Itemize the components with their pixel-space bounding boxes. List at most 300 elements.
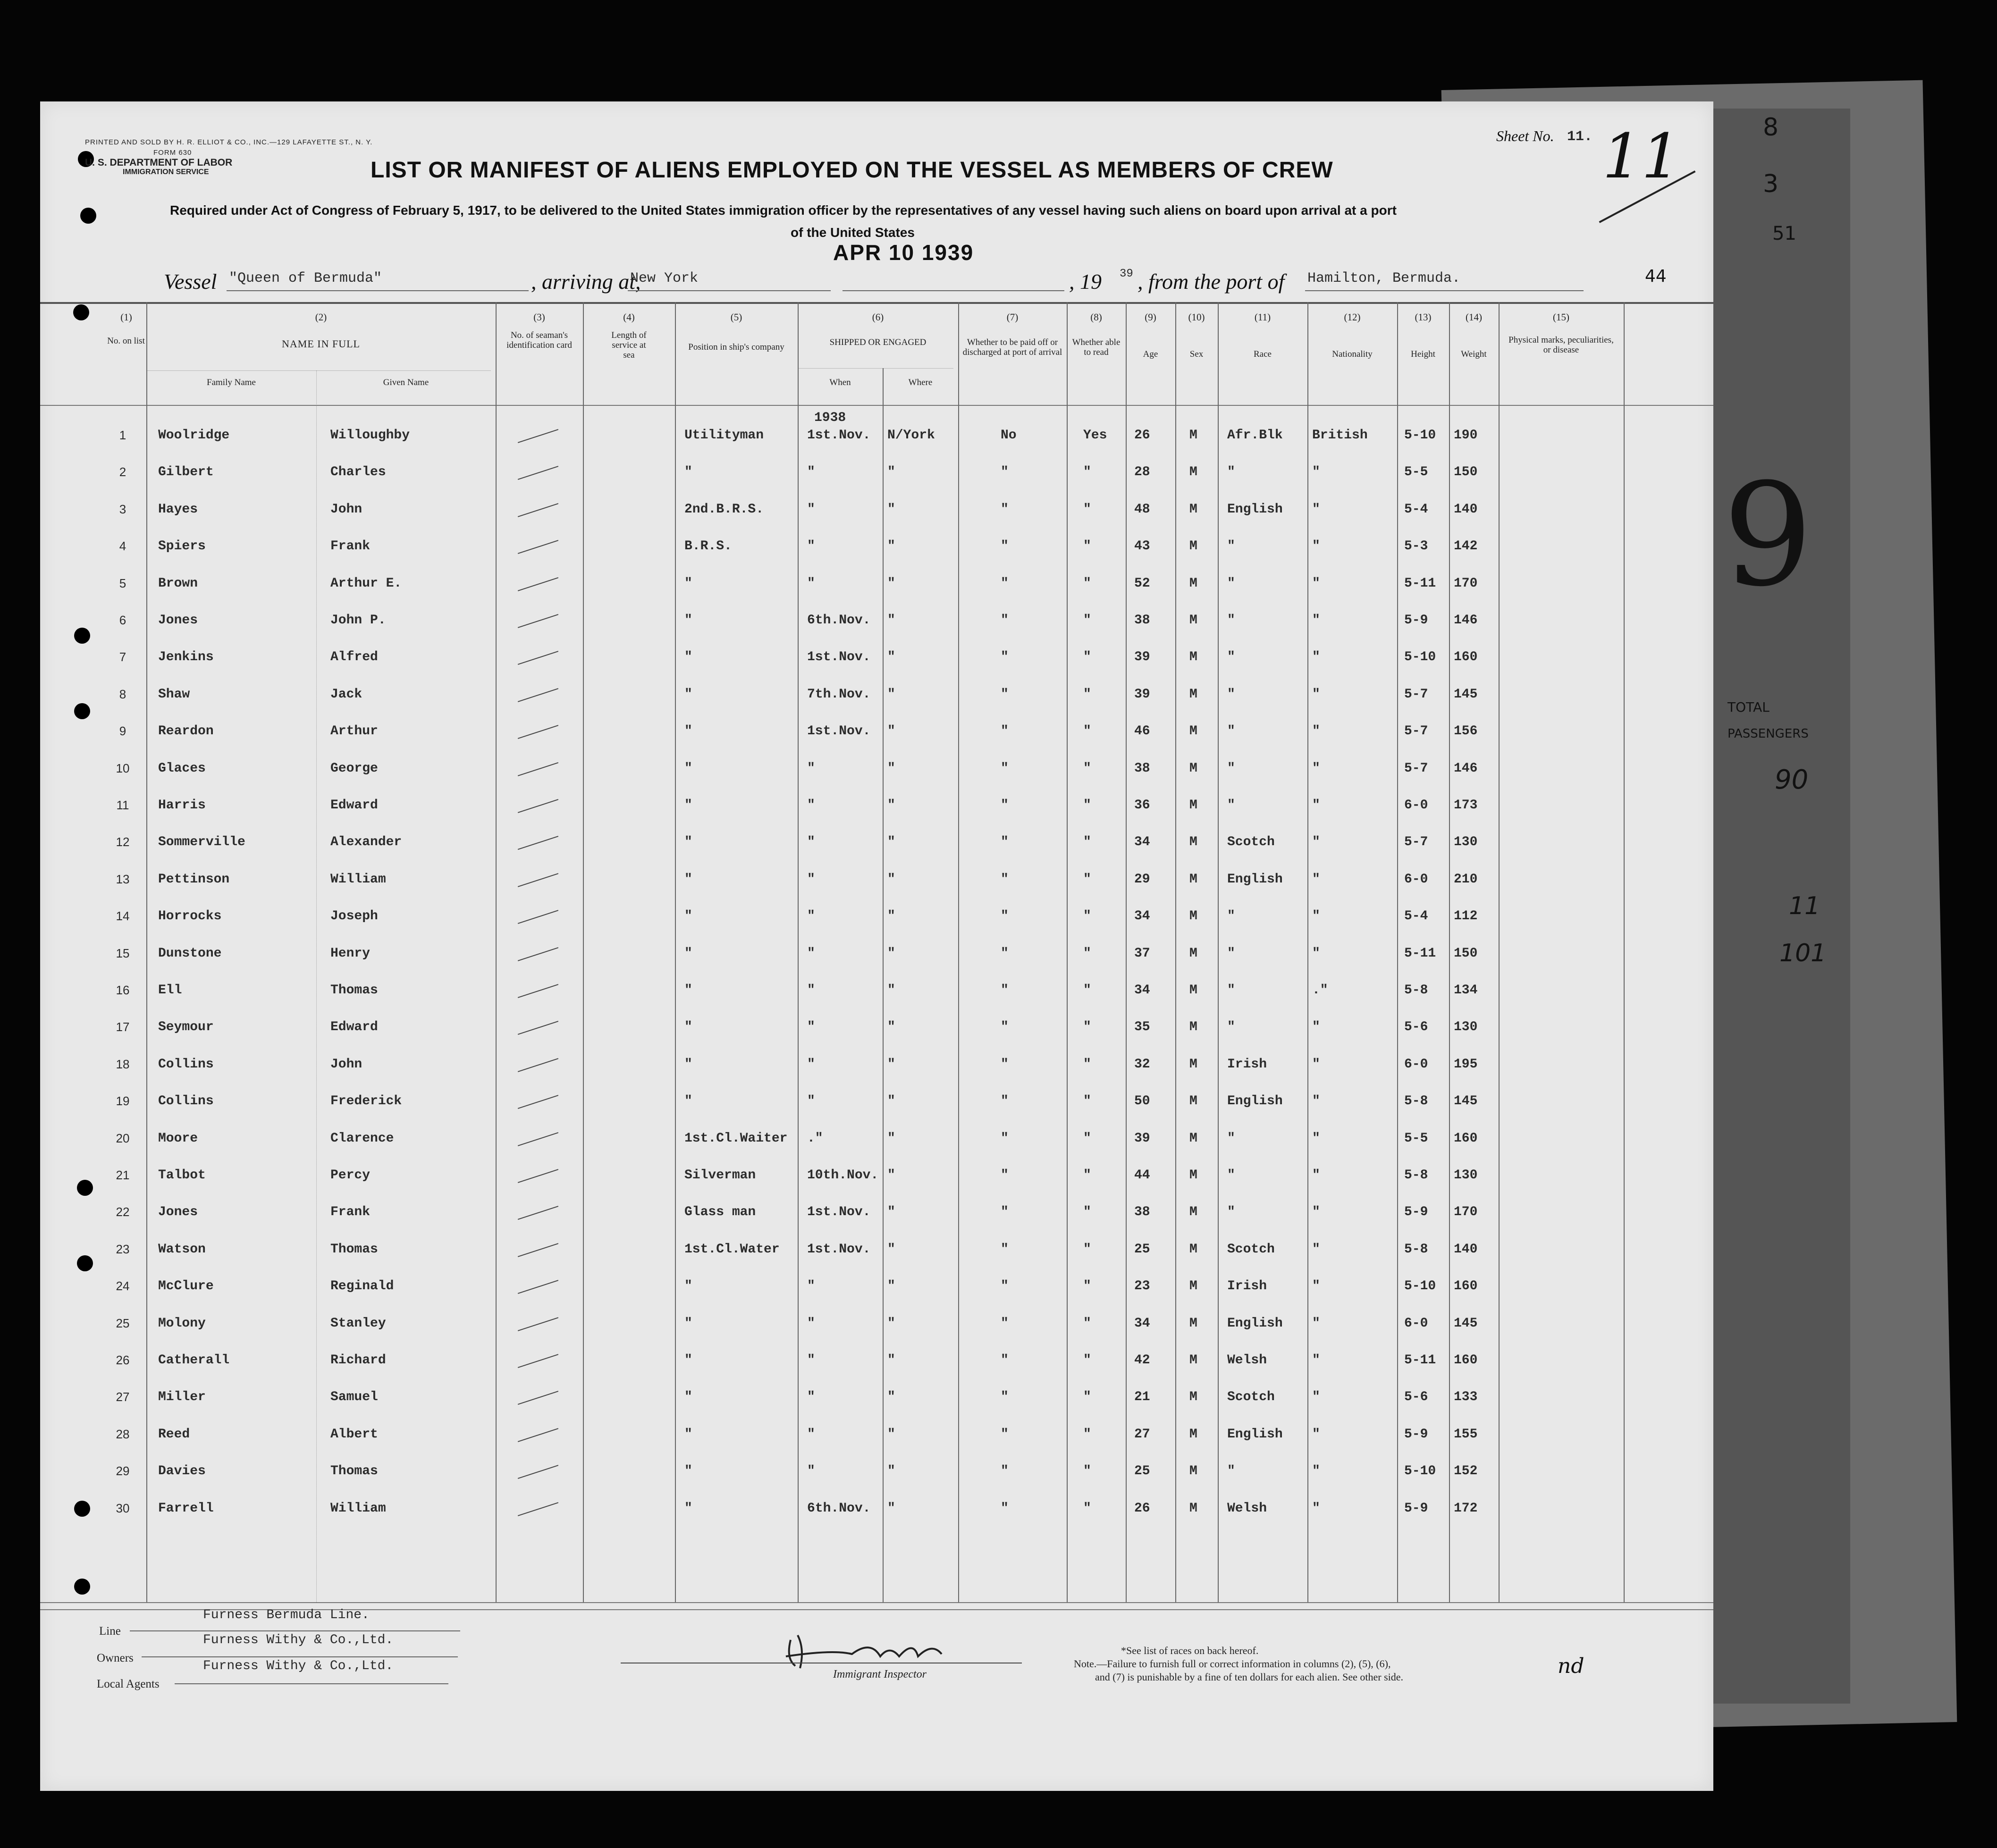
position: " bbox=[684, 613, 692, 628]
handwritten-initials: nd bbox=[1558, 1654, 1584, 1678]
position: " bbox=[684, 1057, 692, 1072]
shipped-when: " bbox=[807, 1316, 815, 1331]
able-to-read: " bbox=[1083, 1316, 1091, 1331]
weight: 173 bbox=[1454, 798, 1478, 813]
table-row bbox=[40, 1158, 1713, 1194]
weight: 112 bbox=[1454, 909, 1478, 924]
shipped-where: " bbox=[887, 1464, 895, 1479]
row-number: 24 bbox=[116, 1279, 130, 1294]
table-row bbox=[40, 1268, 1713, 1305]
sex: M bbox=[1189, 1094, 1197, 1109]
shipped-when: " bbox=[807, 1020, 815, 1035]
able-to-read: " bbox=[1083, 502, 1091, 517]
given-name: George bbox=[330, 761, 378, 776]
col-4-header: Length of service at sea bbox=[611, 330, 647, 360]
able-to-read: " bbox=[1083, 1131, 1091, 1146]
given-name: Frank bbox=[330, 1205, 371, 1220]
race: " bbox=[1227, 1205, 1235, 1220]
position: " bbox=[684, 1316, 692, 1331]
id-card-checkmark bbox=[518, 503, 558, 517]
shipped-where: " bbox=[887, 576, 895, 591]
col-13-number: (13) bbox=[1415, 311, 1432, 323]
sex: M bbox=[1189, 650, 1197, 665]
col-12-number: (12) bbox=[1344, 311, 1361, 323]
age: 26 bbox=[1134, 1501, 1150, 1516]
given-name: Willoughby bbox=[330, 428, 410, 443]
able-to-read: " bbox=[1083, 872, 1091, 887]
nationality: " bbox=[1312, 761, 1320, 776]
age: 39 bbox=[1134, 1131, 1150, 1146]
shipped-when: " bbox=[807, 983, 815, 998]
shipped-where: " bbox=[887, 539, 895, 554]
shipped-where: " bbox=[887, 1057, 895, 1072]
position: " bbox=[684, 1279, 692, 1294]
position: " bbox=[684, 835, 692, 850]
weight: 140 bbox=[1454, 1242, 1478, 1257]
paid-off: " bbox=[1001, 1353, 1009, 1368]
race: English bbox=[1227, 1094, 1283, 1109]
paid-off: " bbox=[1001, 983, 1009, 998]
table-row bbox=[40, 492, 1713, 529]
weight: 130 bbox=[1454, 1020, 1478, 1035]
sex: M bbox=[1189, 539, 1197, 554]
shipped-when: ." bbox=[807, 1131, 823, 1146]
weight: 160 bbox=[1454, 1353, 1478, 1368]
family-name: Brown bbox=[158, 576, 198, 591]
paid-off: No bbox=[1001, 428, 1017, 443]
height: 5-7 bbox=[1404, 761, 1428, 776]
table-row bbox=[40, 677, 1713, 714]
line-label: Line bbox=[99, 1625, 121, 1638]
table-row bbox=[40, 714, 1713, 750]
family-name: Davies bbox=[158, 1464, 206, 1479]
shipped-when: " bbox=[807, 909, 815, 924]
height: 6-0 bbox=[1404, 1316, 1428, 1331]
race: " bbox=[1227, 613, 1235, 628]
weight: 172 bbox=[1454, 1501, 1478, 1516]
col-5-number: (5) bbox=[730, 311, 742, 323]
able-to-read: " bbox=[1083, 687, 1091, 702]
given-name: Thomas bbox=[330, 1464, 378, 1479]
shipped-where: " bbox=[887, 724, 895, 739]
given-name: Thomas bbox=[330, 1242, 378, 1257]
header-bottom-rule bbox=[40, 405, 1713, 406]
weight: 150 bbox=[1454, 465, 1478, 480]
family-name: Ell bbox=[158, 983, 182, 998]
position: " bbox=[684, 1390, 692, 1405]
nationality: " bbox=[1312, 1057, 1320, 1072]
age: 44 bbox=[1134, 1168, 1150, 1183]
given-name: Samuel bbox=[330, 1390, 378, 1405]
shipped-when: 1st.Nov. bbox=[807, 1242, 871, 1257]
weight: 160 bbox=[1454, 1279, 1478, 1294]
nationality: ." bbox=[1312, 983, 1328, 998]
table-row bbox=[40, 1084, 1713, 1120]
shipped-when: 1st.Nov. bbox=[807, 650, 871, 665]
col-10-header: Sex bbox=[1189, 349, 1204, 359]
inspector-signature bbox=[776, 1630, 975, 1673]
paid-off: " bbox=[1001, 1427, 1009, 1442]
race: " bbox=[1227, 1020, 1235, 1035]
able-to-read: " bbox=[1083, 650, 1091, 665]
age: 35 bbox=[1134, 1020, 1150, 1035]
id-card-checkmark bbox=[518, 688, 558, 702]
line-value: Furness Bermuda Line. bbox=[203, 1608, 370, 1622]
paid-off: " bbox=[1001, 1279, 1009, 1294]
table-row bbox=[40, 899, 1713, 935]
able-to-read: " bbox=[1083, 909, 1091, 924]
able-to-read: " bbox=[1083, 465, 1091, 480]
back-value-3: 101 bbox=[1779, 939, 1827, 967]
age: 39 bbox=[1134, 650, 1150, 665]
shipped-where: " bbox=[887, 1353, 895, 1368]
shipped-when: 7th.Nov. bbox=[807, 687, 871, 702]
shipped-when: " bbox=[807, 946, 815, 961]
height: 5-7 bbox=[1404, 835, 1428, 850]
paid-off: " bbox=[1001, 539, 1009, 554]
age: 28 bbox=[1134, 465, 1150, 480]
table-row bbox=[40, 418, 1713, 454]
row-number: 17 bbox=[116, 1020, 130, 1034]
row-number: 4 bbox=[119, 539, 126, 554]
department-name: U. S. DEPARTMENT OF LABOR bbox=[85, 157, 233, 168]
race: " bbox=[1227, 687, 1235, 702]
table-row bbox=[40, 566, 1713, 603]
given-name: Joseph bbox=[330, 909, 378, 924]
row-number: 11 bbox=[116, 798, 129, 812]
arriving-underline bbox=[628, 290, 831, 291]
able-to-read: Yes bbox=[1083, 428, 1107, 443]
race: " bbox=[1227, 1168, 1235, 1183]
weight: 190 bbox=[1454, 428, 1478, 443]
age: 42 bbox=[1134, 1353, 1150, 1368]
col-14-header: Weight bbox=[1461, 349, 1487, 359]
height: 5-8 bbox=[1404, 1242, 1428, 1257]
id-card-checkmark bbox=[518, 799, 558, 813]
table-row bbox=[40, 751, 1713, 788]
race: Welsh bbox=[1227, 1501, 1267, 1516]
position: 1st.Cl.Water bbox=[684, 1242, 780, 1257]
height: 5-4 bbox=[1404, 909, 1428, 924]
race: " bbox=[1227, 946, 1235, 961]
height: 5-5 bbox=[1404, 465, 1428, 480]
family-name: Jenkins bbox=[158, 650, 214, 665]
subheader-rule bbox=[798, 368, 953, 369]
given-name: Thomas bbox=[330, 983, 378, 998]
height: 5-10 bbox=[1404, 650, 1436, 665]
crew-table bbox=[40, 302, 1713, 1602]
shipped-when: " bbox=[807, 576, 815, 591]
shipped-where: " bbox=[887, 465, 895, 480]
id-card-checkmark bbox=[518, 1021, 558, 1035]
paid-off: " bbox=[1001, 576, 1009, 591]
sex: M bbox=[1189, 1057, 1197, 1072]
position: " bbox=[684, 465, 692, 480]
agents-underline bbox=[175, 1683, 448, 1684]
position: " bbox=[684, 1464, 692, 1479]
given-name: William bbox=[330, 1501, 386, 1516]
height: 5-6 bbox=[1404, 1390, 1428, 1405]
id-card-checkmark bbox=[518, 1169, 558, 1183]
able-to-read: " bbox=[1083, 946, 1091, 961]
height: 6-0 bbox=[1404, 872, 1428, 887]
race: " bbox=[1227, 983, 1235, 998]
printer-line: PRINTED AND SOLD BY H. R. ELLIOT & CO., INC.—129 LAFAYETTE ST., N. Y. bbox=[85, 138, 373, 146]
arriving-port: New York bbox=[630, 270, 699, 286]
shipped-when: " bbox=[807, 1464, 815, 1479]
shipped-where: " bbox=[887, 983, 895, 998]
sheet-number: 11. bbox=[1567, 129, 1593, 145]
position: " bbox=[684, 576, 692, 591]
weight: 133 bbox=[1454, 1390, 1478, 1405]
family-name: Harris bbox=[158, 798, 206, 813]
weight: 160 bbox=[1454, 650, 1478, 665]
position: " bbox=[684, 798, 692, 813]
family-name: Glaces bbox=[158, 761, 206, 776]
nationality: " bbox=[1312, 650, 1320, 665]
weight: 145 bbox=[1454, 1316, 1478, 1331]
table-row bbox=[40, 1343, 1713, 1379]
shipped-where: " bbox=[887, 1427, 895, 1442]
nationality: " bbox=[1312, 502, 1320, 517]
paid-off: " bbox=[1001, 650, 1009, 665]
family-name: Miller bbox=[158, 1390, 206, 1405]
id-card-checkmark bbox=[518, 1280, 558, 1294]
race: English bbox=[1227, 872, 1283, 887]
id-card-checkmark bbox=[518, 1428, 558, 1442]
inspector-label: Immigrant Inspector bbox=[833, 1668, 927, 1680]
row-number: 16 bbox=[116, 983, 130, 997]
race: " bbox=[1227, 1464, 1235, 1479]
id-card-checkmark bbox=[518, 947, 558, 961]
table-row bbox=[40, 1232, 1713, 1268]
col-11-number: (11) bbox=[1254, 311, 1271, 323]
nationality: " bbox=[1312, 687, 1320, 702]
family-name: Moore bbox=[158, 1131, 198, 1146]
row-number: 1 bbox=[119, 428, 126, 442]
table-row bbox=[40, 1009, 1713, 1046]
weight: 142 bbox=[1454, 539, 1478, 554]
nationality: " bbox=[1312, 1390, 1320, 1405]
race: Afr.Blk bbox=[1227, 428, 1283, 443]
position: Glass man bbox=[684, 1205, 756, 1220]
weight: 170 bbox=[1454, 1205, 1478, 1220]
row-number: 29 bbox=[116, 1464, 130, 1478]
col-8-number: (8) bbox=[1090, 311, 1102, 323]
col-1-header: No. on list bbox=[107, 336, 145, 346]
able-to-read: " bbox=[1083, 1094, 1091, 1109]
height: 6-0 bbox=[1404, 798, 1428, 813]
vessel-underline bbox=[227, 290, 529, 291]
sex: M bbox=[1189, 909, 1197, 924]
family-name: Catherall bbox=[158, 1353, 230, 1368]
family-name: Horrocks bbox=[158, 909, 222, 924]
able-to-read: " bbox=[1083, 983, 1091, 998]
sex: M bbox=[1189, 1316, 1197, 1331]
paid-off: " bbox=[1001, 1205, 1009, 1220]
shipped-where: " bbox=[887, 835, 895, 850]
row-number: 3 bbox=[119, 502, 126, 516]
weight: 152 bbox=[1454, 1464, 1478, 1479]
weight: 145 bbox=[1454, 687, 1478, 702]
paid-off: " bbox=[1001, 1094, 1009, 1109]
id-card-checkmark bbox=[518, 1391, 558, 1405]
given-name: William bbox=[330, 872, 386, 887]
given-name: Alfred bbox=[330, 650, 378, 665]
given-name: Edward bbox=[330, 798, 378, 813]
race: " bbox=[1227, 761, 1235, 776]
row-number: 15 bbox=[116, 946, 130, 960]
family-name: Collins bbox=[158, 1057, 214, 1072]
back-passengers-label: PASSENGERS bbox=[1727, 727, 1809, 741]
family-name: Shaw bbox=[158, 687, 190, 702]
table-row bbox=[40, 603, 1713, 639]
shipped-where: " bbox=[887, 909, 895, 924]
race: " bbox=[1227, 465, 1235, 480]
able-to-read: " bbox=[1083, 1057, 1091, 1072]
family-name: Reardon bbox=[158, 724, 214, 739]
shipped-where: " bbox=[887, 872, 895, 887]
given-name: Stanley bbox=[330, 1316, 386, 1331]
shipped-when: 1st.Nov. bbox=[807, 428, 871, 443]
sex: M bbox=[1189, 872, 1197, 887]
col-8-header: Whether able to read bbox=[1072, 337, 1121, 357]
nationality: " bbox=[1312, 539, 1320, 554]
col-6b-header: Where bbox=[908, 378, 933, 387]
given-name: Reginald bbox=[330, 1279, 394, 1294]
age: 29 bbox=[1134, 872, 1150, 887]
sex: M bbox=[1189, 946, 1197, 961]
family-name: Pettinson bbox=[158, 872, 230, 887]
service-name: IMMIGRATION SERVICE bbox=[123, 168, 209, 176]
able-to-read: " bbox=[1083, 1427, 1091, 1442]
sex: M bbox=[1189, 761, 1197, 776]
row-number: 5 bbox=[119, 576, 126, 590]
paid-off: " bbox=[1001, 613, 1009, 628]
family-name: Molony bbox=[158, 1316, 206, 1331]
table-row bbox=[40, 1194, 1713, 1231]
position: " bbox=[684, 983, 692, 998]
height: 5-9 bbox=[1404, 1205, 1428, 1220]
row-number: 10 bbox=[116, 761, 130, 775]
col-12-header: Nationality bbox=[1332, 349, 1373, 359]
col-6-number: (6) bbox=[872, 311, 884, 323]
weight: 140 bbox=[1454, 502, 1478, 517]
age: 36 bbox=[1134, 798, 1150, 813]
nationality: British bbox=[1312, 428, 1368, 443]
paid-off: " bbox=[1001, 798, 1009, 813]
position: " bbox=[684, 946, 692, 961]
shipped-where: " bbox=[887, 1316, 895, 1331]
back-total-label: TOTAL bbox=[1727, 699, 1769, 715]
weight: 195 bbox=[1454, 1057, 1478, 1072]
weight: 130 bbox=[1454, 835, 1478, 850]
sex: M bbox=[1189, 1168, 1197, 1183]
family-name: Seymour bbox=[158, 1020, 214, 1035]
family-name: Hayes bbox=[158, 502, 198, 517]
shipped-when: " bbox=[807, 835, 815, 850]
height: 5-9 bbox=[1404, 613, 1428, 628]
shipped-when: " bbox=[807, 1279, 815, 1294]
sex: M bbox=[1189, 576, 1197, 591]
race: " bbox=[1227, 539, 1235, 554]
col-9-header: Age bbox=[1143, 349, 1158, 359]
family-name: McClure bbox=[158, 1279, 214, 1294]
table-row bbox=[40, 862, 1713, 899]
paid-off: " bbox=[1001, 1501, 1009, 1516]
given-name: Arthur E. bbox=[330, 576, 402, 591]
shipped-where: " bbox=[887, 1501, 895, 1516]
id-card-checkmark bbox=[518, 466, 558, 480]
row-number: 23 bbox=[116, 1242, 130, 1256]
paid-off: " bbox=[1001, 687, 1009, 702]
owners-label: Owners bbox=[97, 1652, 134, 1664]
paid-off: " bbox=[1001, 946, 1009, 961]
nationality: " bbox=[1312, 1353, 1320, 1368]
paid-off: " bbox=[1001, 1242, 1009, 1257]
weight: 145 bbox=[1454, 1094, 1478, 1109]
date-stamp: APR 10 1939 bbox=[833, 240, 974, 265]
line-underline bbox=[130, 1630, 460, 1631]
given-name: Albert bbox=[330, 1427, 378, 1442]
col-13-header: Height bbox=[1411, 349, 1435, 359]
table-row bbox=[40, 1121, 1713, 1158]
id-card-checkmark bbox=[518, 651, 558, 665]
vessel-name: "Queen of Bermuda" bbox=[229, 270, 382, 286]
id-card-checkmark bbox=[518, 836, 558, 850]
paid-off: " bbox=[1001, 1464, 1009, 1479]
given-name: Richard bbox=[330, 1353, 386, 1368]
able-to-read: " bbox=[1083, 1020, 1091, 1035]
weight: 155 bbox=[1454, 1427, 1478, 1442]
nationality: " bbox=[1312, 909, 1320, 924]
paid-off: " bbox=[1001, 909, 1009, 924]
row-number: 25 bbox=[116, 1316, 130, 1330]
back-value-1: 90 bbox=[1775, 764, 1809, 795]
shipped-when: " bbox=[807, 1057, 815, 1072]
table-row bbox=[40, 824, 1713, 861]
age: 34 bbox=[1134, 983, 1150, 998]
shipped-where: " bbox=[887, 1094, 895, 1109]
id-card-checkmark bbox=[518, 1243, 558, 1257]
nationality: " bbox=[1312, 872, 1320, 887]
position: Silverman bbox=[684, 1168, 756, 1183]
sex: M bbox=[1189, 502, 1197, 517]
table-row bbox=[40, 529, 1713, 565]
weight: 146 bbox=[1454, 761, 1478, 776]
shipped-when: " bbox=[807, 798, 815, 813]
subtitle-line-1: Required under Act of Congress of February 5, 1917, to be delivered to the United States immigration officer by the representatives of any vessel having such aliens on board upon arrival at a port bbox=[170, 203, 1397, 218]
col-10-number: (10) bbox=[1188, 311, 1205, 323]
col-2a-header: Family Name bbox=[207, 378, 256, 387]
row-number: 7 bbox=[119, 650, 126, 664]
nationality: " bbox=[1312, 576, 1320, 591]
col-1-number: (1) bbox=[120, 311, 132, 323]
age: 43 bbox=[1134, 539, 1150, 554]
id-card-checkmark bbox=[518, 873, 558, 887]
id-card-checkmark bbox=[518, 540, 558, 554]
race: " bbox=[1227, 1131, 1235, 1146]
col-11-header: Race bbox=[1254, 349, 1272, 359]
manifest-sheet bbox=[40, 101, 1713, 1791]
age: 32 bbox=[1134, 1057, 1150, 1072]
able-to-read: " bbox=[1083, 1390, 1091, 1405]
race: " bbox=[1227, 650, 1235, 665]
sex: M bbox=[1189, 1501, 1197, 1516]
id-card-checkmark bbox=[518, 614, 558, 628]
col-9-number: (9) bbox=[1145, 311, 1156, 323]
nationality: " bbox=[1312, 1168, 1320, 1183]
